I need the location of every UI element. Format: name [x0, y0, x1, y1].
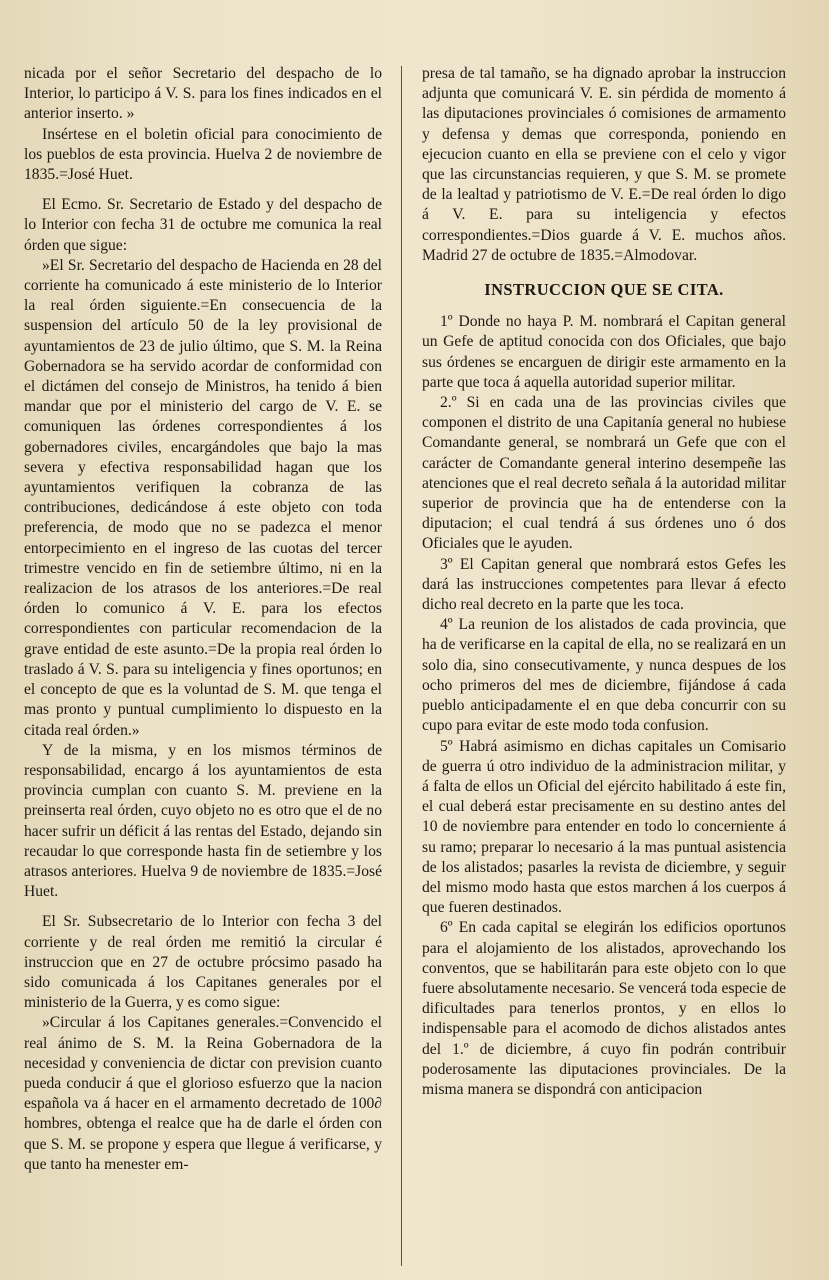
paragraph: presa de tal tamaño, se ha dignado aprobar la instruccion adjunta que comunicará V. E. sin pérdida de momento á las diputaciones provinciales ó comisiones de armamento y defensa y demas que corresponda, poniendo en ejecucion cuanto en ella se previene con el celo y vigor que las circunstancias requieren, y que S. M. se promete de la lealtad y patriotismo de V. E.=De real órden lo digo á V. E. para su inteligencia y efectos correspondientes.=Dios guarde á V. E. muchos años. Madrid 27 de octubre de 1835.=Almodovar. [422, 65, 786, 264]
instruction-item: 5º Habrá asimismo en dichas capitales un Comisario de guerra ú otro individuo de la administracion militar, y á falta de ellos un Oficial del ejército habilitado á este fin, el cual deberá estar precisamente en su destino antes del 10 de noviembre para entender en todo lo concerniente á su ramo; preparar lo necesario á la mas puntual asistencia de los alistados; pasarles la revista de diciembre, y seguir del mismo modo hasta que estos marchen á los cuerpos á que fueren destinados. [422, 737, 786, 917]
paragraph: El Sr. Subsecretario de lo Interior con fecha 3 del corriente y de real órden me remitió la circular é instruccion que en 27 de octubre prócsimo pasado ha sido comunicada á los Capitanes generales por el ministerio de la Guerra, y es como sigue: [24, 913, 382, 1012]
paragraph: Y de la misma, y en los mismos términos de responsabilidad, encargo á los ayuntamientos de esta provincia cumplan con cuanto S. M. previene en la preinserta real órden, cuyo objeto no es otro que el de no hacer sufrir un déficit á las rentas del Estado, dejando sin recaudar lo que corresponde hasta fin de setiembre y los atrasos anteriores. Huelva 9 de noviembre de 1835.=José Huet. [24, 741, 382, 901]
instruction-item: 1º Donde no haya P. M. nombrará el Capitan general un Gefe de aptitud conocida con dos Oficiales, que bajo sus órdenes se encarguen de dirigir este armamento en la parte que toca á aquella autoridad superior militar. [422, 313, 786, 391]
paragraph: »El Sr. Secretario del despacho de Hacienda en 28 del corriente ha comunicado á este ministerio de lo Interior la real órden siguiente.=En consecuencia de la suspension del artículo 50 de la ley provisional de ayuntamientos de 23 de julio último, que S. M. la Reina Gobernadora se ha servido acordar de conformidad con el dictámen del consejo de Ministros, ha tenido á bien mandar que por el ministerio del cargo de V. E. se comuniquen las órdenes correspondientes á los gobernadores civiles, encargándoles que bajo la mas severa y efectiva responsabilidad hagan que los ayuntamientos verifiquen la cobranza de las contribuciones, dedicándose á este objeto con toda preferencia, de modo que no se padezca el menor entorpecimiento en el ingreso de las cuotas del tercer trimestre vencido en fin de setiembre último, ni en la realizacion de los atrasos de los anteriores.=De real órden lo comunico á V. E. para los efectos correspondientes con particular recomendacion de la grave entidad de este asunto.=De la propia real órden lo traslado á V. S. para su inteligencia y fines oportunos; en el concepto de que es la voluntad de S. M. que tenga el mas pronto y puntual cumplimiento lo dispuesto en la citada real órden.» [24, 256, 382, 739]
instruction-item: 3º El Capitan general que nombrará estos Gefes les dará las instrucciones competentes para llevar á efecto dicho real decreto en la parte que les toca. [422, 555, 786, 614]
left-column [24, 64, 382, 1175]
instruction-item: 4º La reunion de los alistados de cada provincia, que ha de verificarse en la capital de ella, no se realizará en un solo dia, sino consecutivamente, y nunca despues de los ocho primeros del mes de diciembre, fijándose á cada pueblo anticipadamente el en que deba concurrir con su cupo para evitar de este modo toda confusion. [422, 616, 786, 735]
right-column [422, 64, 786, 1100]
column-divider [401, 66, 402, 1266]
paragraph: Insértese en el boletin oficial para conocimiento de los pueblos de esta provincia. Huelva 2 de noviembre de 1835.=José Huet. [24, 125, 382, 184]
section-heading: INSTRUCCION QUE SE CITA. [484, 280, 724, 300]
paragraph: El Ecmo. Sr. Secretario de Estado y del despacho de lo Interior con fecha 31 de octubre me comunica la real órden que sigue: [24, 196, 382, 254]
paragraph: nicada por el señor Secretario del despacho de lo Interior, lo participo á V. S. para los fines indicados en el anterior inserto. » [24, 65, 382, 123]
instruction-item: 2.º Si en cada una de las provincias civiles que componen el distrito de una Capitanía general no hubiese Comandante general, se nombrará un Gefe que con el carácter de Comandante general interino desempeñe las atenciones que el real decreto señala á la autoridad militar superior de provincia que ha de entenderse con la diputacion; el cual tendrá á sus órdenes uno ó dos Oficiales que le ayuden. [422, 394, 786, 553]
paragraph: »Circular á los Capitanes generales.=Convencido el real ánimo de S. M. la Reina Gobernadora de la necesidad y conveniencia de dictar con prevision cuanto pueda conducir á que el glorioso esfuerzo que la nacion española va á hacer en el armamento decretado de 100∂ hombres, obtenga el realce que ha de darle el órden con que S. M. se propone y espera que llegue á verificarse, y que tanto ha menester em- [24, 1014, 382, 1173]
instruction-item: 6º En cada capital se elegirán los edificios oportunos para el alojamiento de los alistados, aprovechando los conventos, que se habilitarán para este objeto con lo que fuere absolutamente necesario. Se vencerá toda especie de dificultades para tenerlos prontos, y en ellos lo indispensable para el acomodo de dichos alistados antes del 1.º de diciembre, á cuyo fin podrán contribuir poderosamente las diputaciones provinciales. De la misma manera se dispondrá con anticipacion [422, 919, 786, 1098]
